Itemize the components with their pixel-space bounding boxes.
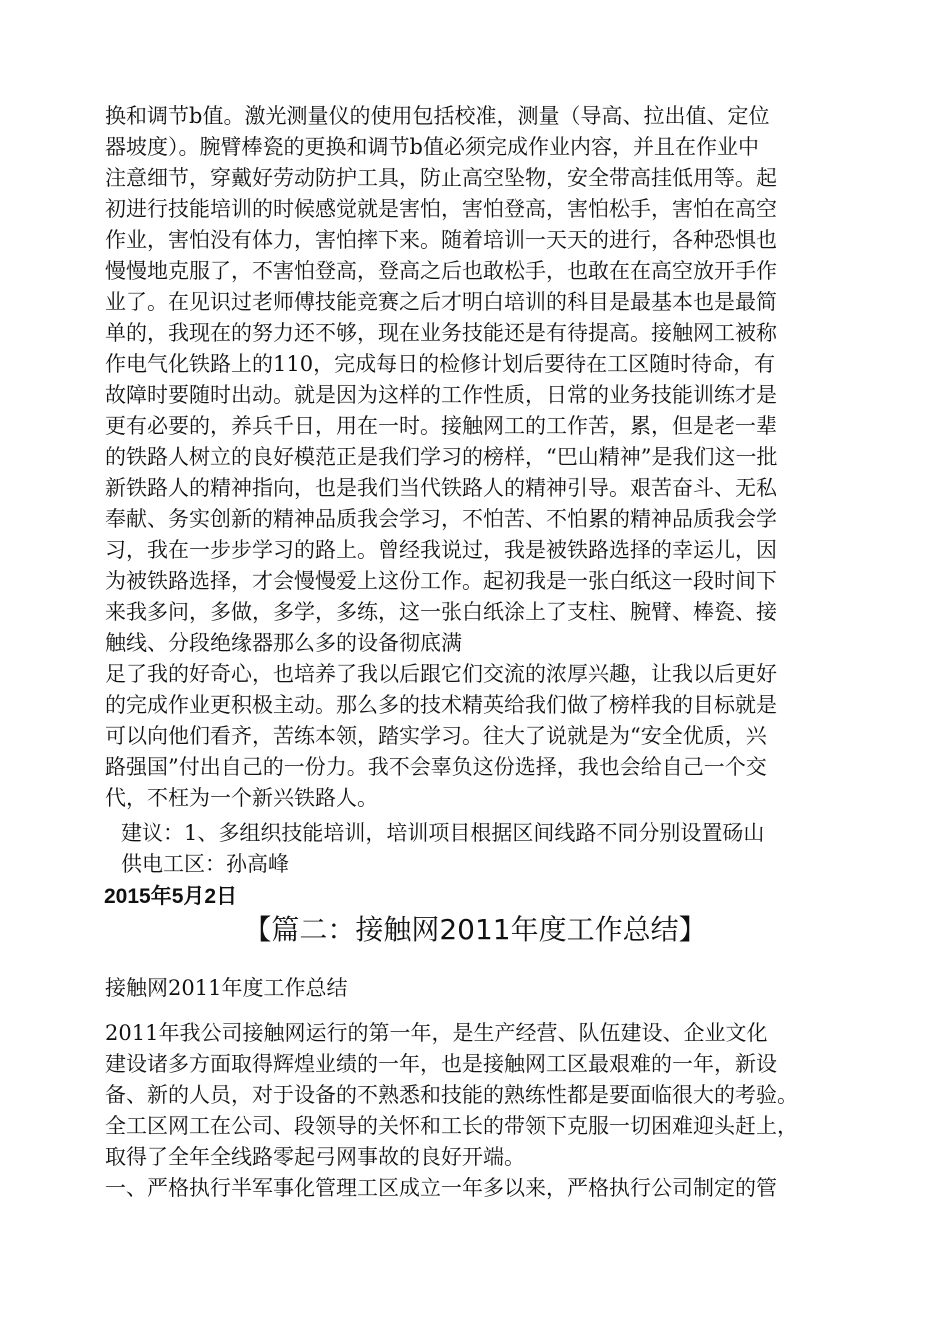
text-line: 新铁路人的精神指向，也是我们当代铁路人的精神引导。艰苦奋斗、无私 (105, 476, 777, 500)
text-line: 代，不枉为一个新兴铁路人。 (105, 786, 378, 810)
text-line: 路强国”付出自己的一份力。我不会辜负这份选择，我也会给自己一个交 (105, 755, 767, 779)
text-line: 作业，害怕没有体力，害怕摔下来。随着培训一天天的进行，各种恐惧也 (105, 228, 777, 252)
text-line: 单的，我现在的努力还不够，现在业务技能还是有待提高。接触网工被称 (105, 321, 777, 345)
text-line: 取得了全年全线路零起弓网事故的良好开端。 (105, 1145, 525, 1169)
text-line: 建设诸多方面取得辉煌业绩的一年，也是接触网工区最艰难的一年，新设 (105, 1052, 777, 1076)
text-line: 奉献、务实创新的精神品质我会学习，不怕苦、不怕累的精神品质我会学 (105, 507, 777, 531)
text-line: 慢慢地克服了，不害怕登高，登高之后也敢松手，也敢在在高空放开手作 (105, 259, 777, 283)
suggestion-line: 建议：1、多组织技能培训，培训项目根据区间线路不同分别设置砀山 (121, 821, 765, 845)
text-line: 初进行技能培训的时候感觉就是害怕，害怕登高，害怕松手，害怕在高空 (105, 197, 777, 221)
text-line: 2011年我公司接触网运行的第一年，是生产经营、队伍建设、企业文化 (105, 1021, 768, 1045)
text-line: 习，我在一步步学习的路上。曾经我说过，我是被铁路选择的幸运儿，因 (105, 538, 777, 562)
text-line: 备、新的人员，对于设备的不熟悉和技能的熟练性都是要面临很大的考验。 (105, 1083, 798, 1107)
text-line: 一、严格执行半军事化管理工区成立一年多以来，严格执行公司制定的管 (105, 1176, 777, 1200)
text-line: 故障时要随时出动。就是因为这样的工作性质，日常的业务技能训练才是 (105, 383, 777, 407)
date-line: 2015年5月2日 (104, 885, 238, 908)
text-line: 的完成作业更积极主动。那么多的技术精英给我们做了榜样我的目标就是 (105, 693, 777, 717)
section-subtitle: 接触网2011年度工作总结 (105, 976, 348, 1000)
chapter-title: 【篇二：接触网2011年度工作总结】 (243, 913, 707, 946)
text-line: 可以向他们看齐，苦练本领，踏实学习。往大了说就是为“安全优质，兴 (105, 724, 767, 748)
signature-line: 供电工区：孙高峰 (121, 852, 289, 876)
text-line: 器坡度）。腕臂棒瓷的更换和调节b值必须完成作业内容，并且在作业中 (105, 135, 759, 159)
text-line: 更有必要的，养兵千日，用在一时。接触网工的工作苦，累，但是老一辈 (105, 414, 777, 438)
text-line: 触线、分段绝缘器那么多的设备彻底满 (105, 631, 462, 655)
text-line: 注意细节，穿戴好劳动防护工具，防止高空坠物，安全带高挂低用等。起 (105, 166, 777, 190)
text-line: 换和调节b值。激光测量仪的使用包括校准，测量（导高、拉出值、定位 (105, 104, 770, 128)
text-line: 为被铁路选择，才会慢慢爱上这份工作。起初我是一张白纸这一段时间下 (105, 569, 777, 593)
text-line: 作电气化铁路上的110，完成每日的检修计划后要待在工区随时待命，有 (105, 352, 776, 376)
text-line: 足了我的好奇心，也培养了我以后跟它们交流的浓厚兴趣，让我以后更好 (105, 662, 777, 686)
text-line: 业了。在见识过老师傅技能竞赛之后才明白培训的科目是最基本也是最简 (105, 290, 777, 314)
text-line: 来我多问，多做，多学，多练，这一张白纸涂上了支柱、腕臂、棒瓷、接 (105, 600, 777, 624)
text-line: 全工区网工在公司、段领导的关怀和工长的带领下克服一切困难迎头赶上， (105, 1114, 798, 1138)
text-line: 的铁路人树立的良好模范正是我们学习的榜样，“巴山精神”是我们这一批 (105, 445, 778, 469)
